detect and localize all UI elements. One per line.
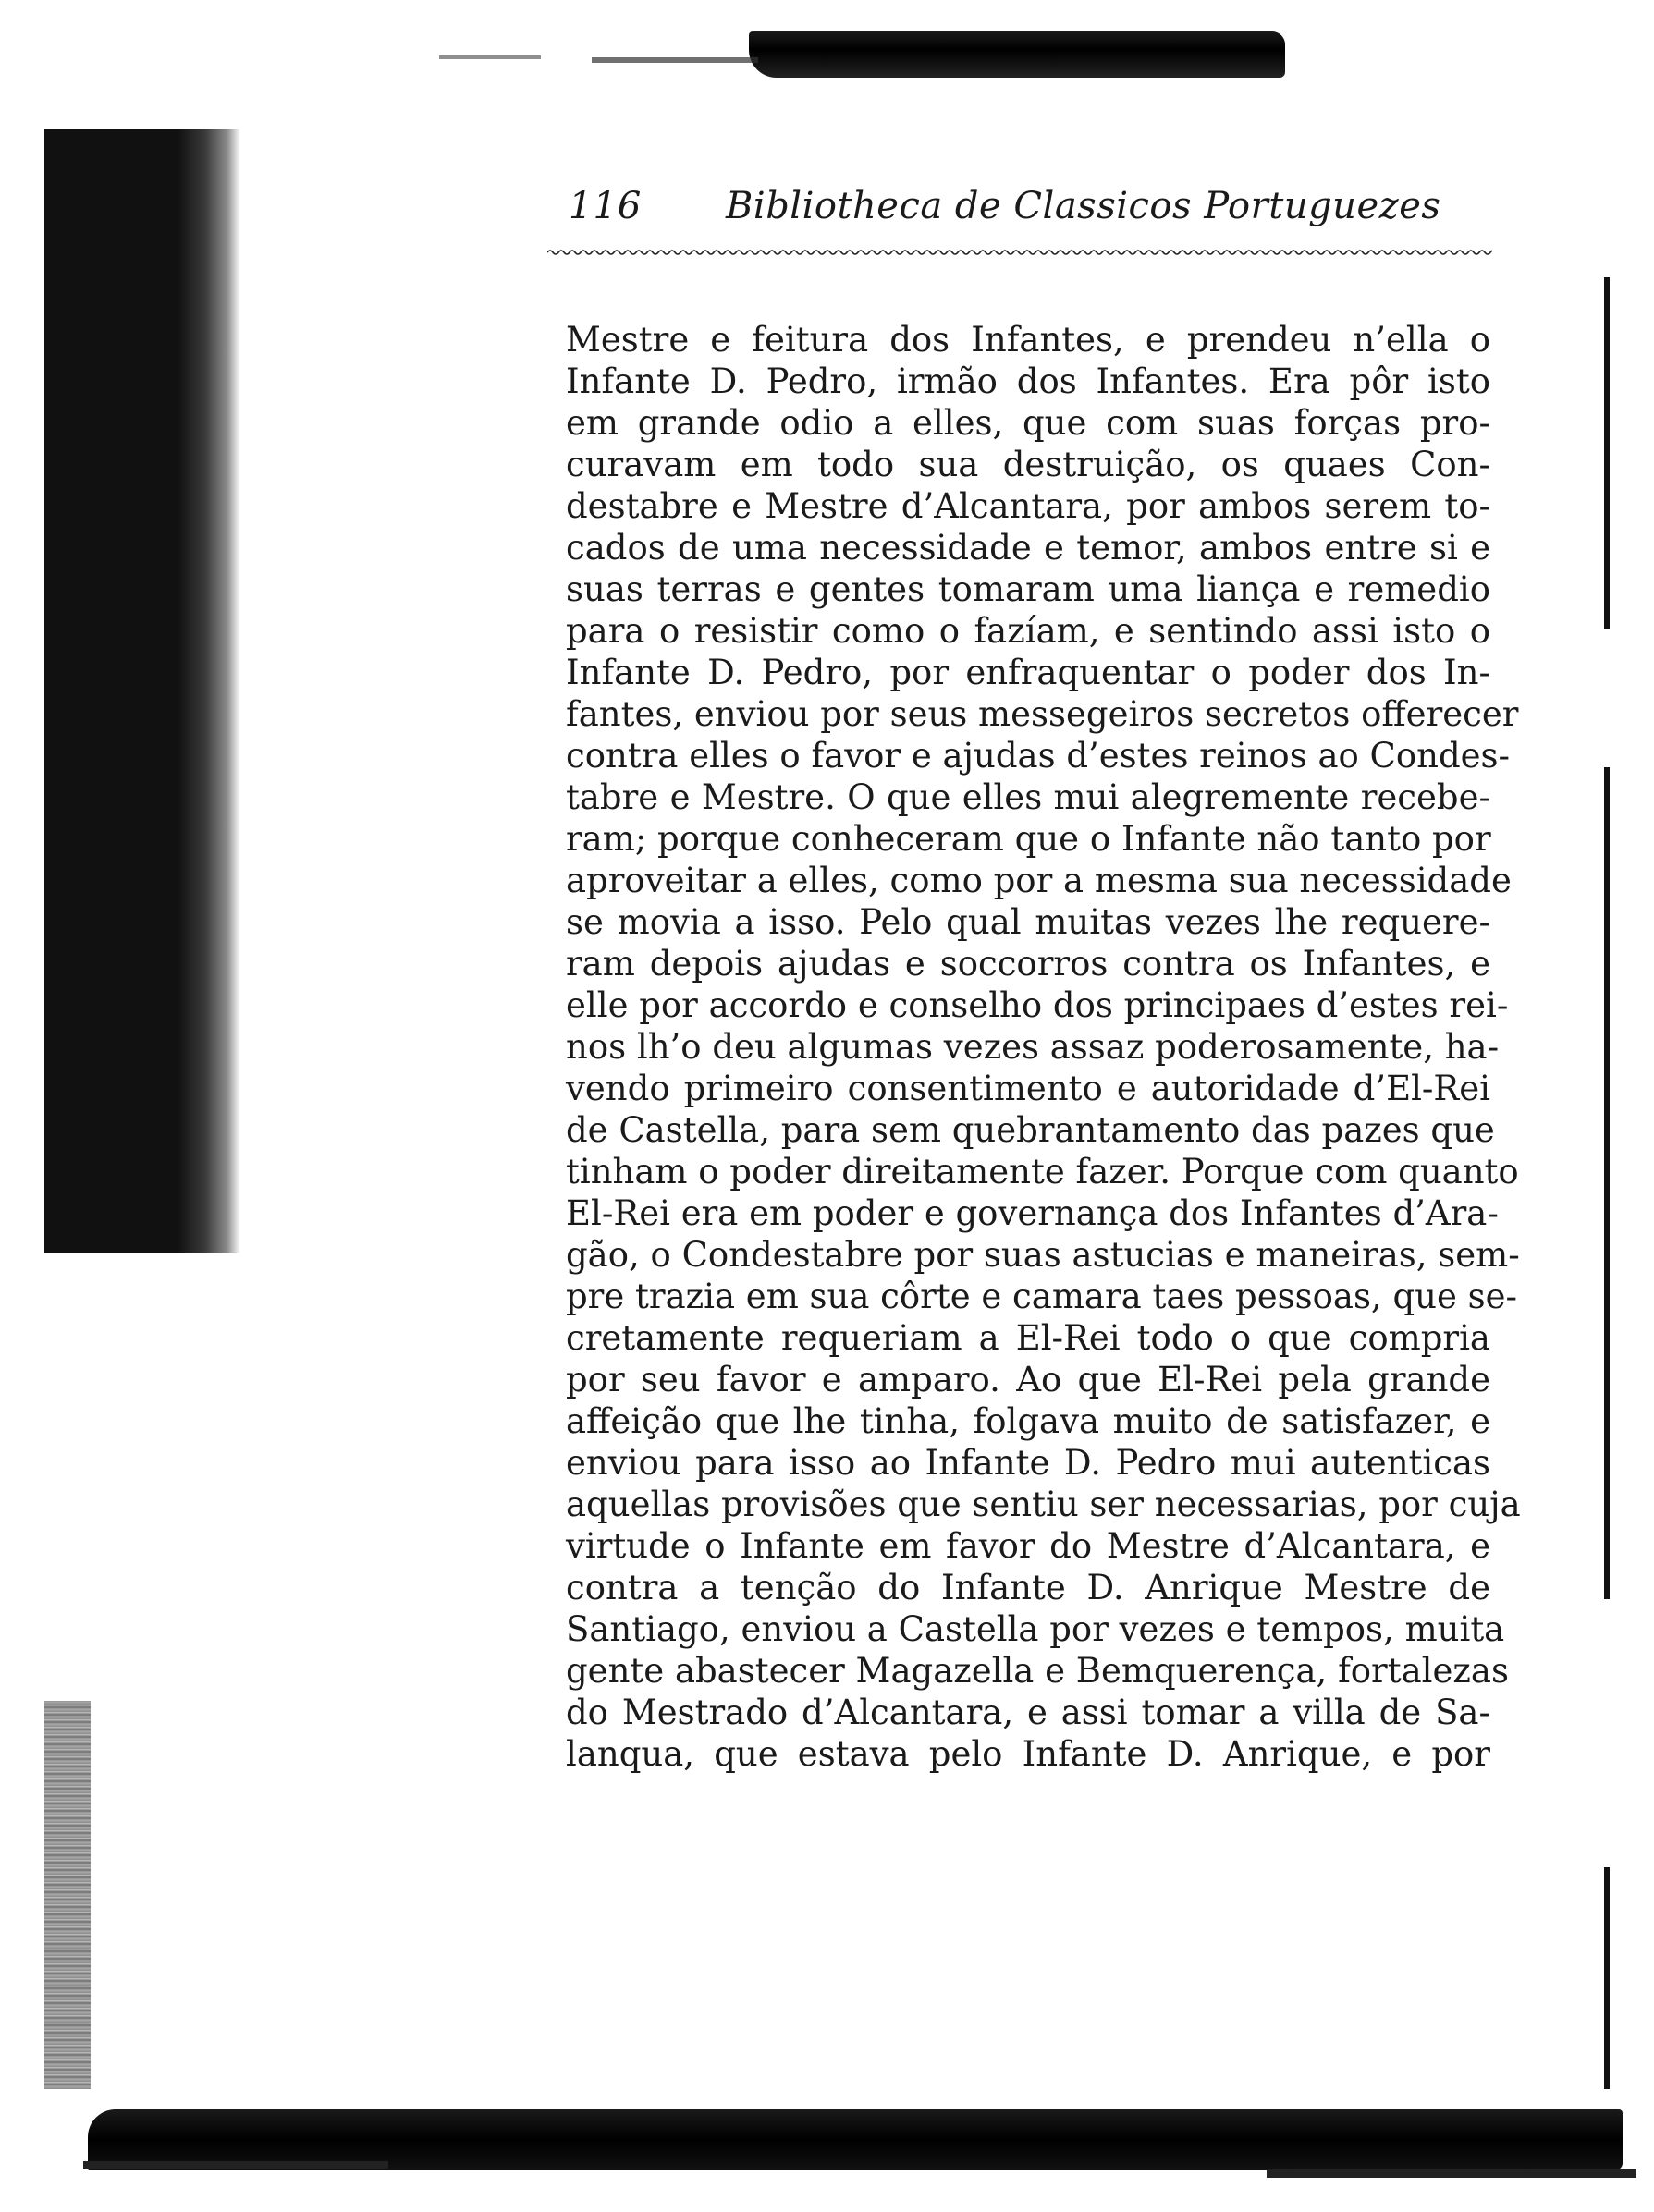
text-line: cretamente requeriam a El-Rei todo o que compria [566,1318,1490,1358]
text-line: elle por accordo e conselho dos principaes d’estes rei- [566,985,1509,1025]
text-line: contra elles o favor e ajudas d’estes reinos ao Condes- [566,736,1511,776]
body-text [566,319,1521,1775]
text-line: de Castella, para sem quebrantamento das pazes que [566,1110,1495,1150]
text-line: do Mestrado d’Alcantara, e assi tomar a villa de Sa- [566,1693,1490,1732]
scan-shadow-top [749,31,1285,78]
text-line: gente abastecer Magazella e Bemquerença, fortalezas [566,1651,1509,1691]
text-line: por seu favor e amparo. Ao que El-Rei pela grande [566,1360,1490,1399]
text-line: Santiago, enviou a Castella por vezes e tempos, muita [566,1609,1505,1649]
text-line: nos lh’o deu algumas vezes assaz poderosamente, ha- [566,1027,1500,1067]
text-line: Mestre e feitura dos Infantes, e prendeu n’ella o [566,320,1490,360]
text-line: Infante D. Pedro, por enfraquentar o poder dos In- [566,653,1490,692]
text-line: ram; porque conheceram que o Infante não tanto por [566,819,1491,859]
text-line: affeição que lhe tinha, folgava muito de satisfazer, e [566,1401,1490,1441]
text-line: lanqua, que estava pelo Infante D. Anrique, e por [566,1734,1490,1774]
scan-shadow-left [44,129,240,1253]
text-line: se movia a isso. Pelo qual muitas vezes lhe requere- [566,902,1490,942]
text-line: em grande odio a elles, que com suas forças pro- [566,403,1490,443]
text-line: aquellas provisões que sentiu ser necessarias, por cuja [566,1485,1521,1524]
scan-edge-right-3 [1604,1867,1610,2089]
text-line: aproveitar a elles, como por a mesma sua necessidade [566,861,1512,900]
page-number: 116 [569,185,643,227]
text-line: gão, o Condestabre por suas astucias e maneiras, sem- [566,1235,1520,1275]
text-line: cados de uma necessidade e temor, ambos entre si e [566,528,1490,568]
text-line: pre trazia em sua côrte e camara taes pessoas, que se- [566,1277,1518,1316]
text-line: ram depois ajudas e soccorros contra os Infantes, e [566,944,1490,984]
running-title: Bibliotheca de Classicos Portuguezes [726,185,1441,227]
text-line: vendo primeiro consentimento e autoridade d’El-Rei [566,1069,1490,1108]
text-line: suas terras e gentes tomaram uma liança e remedio [566,569,1490,609]
scan-noise-left [44,1701,91,2089]
scan-edge-right-2 [1604,767,1610,1599]
scan-streak-top-small [439,55,541,59]
scan-edge-right-1 [1604,277,1610,629]
scan-streak-bottom-right [1267,2169,1636,2178]
scan-streak-top [592,57,758,63]
text-line: enviou para isso ao Infante D. Pedro mui autenticas [566,1443,1490,1483]
text-line: contra a tenção do Infante D. Anrique Mestre de [566,1568,1490,1607]
page-header [569,185,1493,240]
text-line: para o resistir como o fazíam, e sentindo assi isto o [566,611,1490,651]
scan-streak-bottom-left [83,2161,388,2169]
text-line: Infante D. Pedro, irmão dos Infantes. Era pôr isto [566,361,1490,401]
text-line: virtude o Infante em favor do Mestre d’Alcantara, e [566,1526,1490,1566]
text-line: tabre e Mestre. O que elles mui alegremente recebe- [566,777,1490,817]
text-line: curavam em todo sua destruição, os quaes Con- [566,445,1490,484]
text-line: fantes, enviou por seus messegeiros secretos offerecer [566,694,1519,734]
text-line: tinham o poder direitamente fazer. Porque com quanto [566,1152,1519,1192]
header-wavy-rule [547,248,1492,257]
text-line: destabre e Mestre d’Alcantara, por ambos serem to- [566,486,1490,526]
text-line: El-Rei era em poder e governança dos Infantes d’Ara- [566,1193,1499,1233]
